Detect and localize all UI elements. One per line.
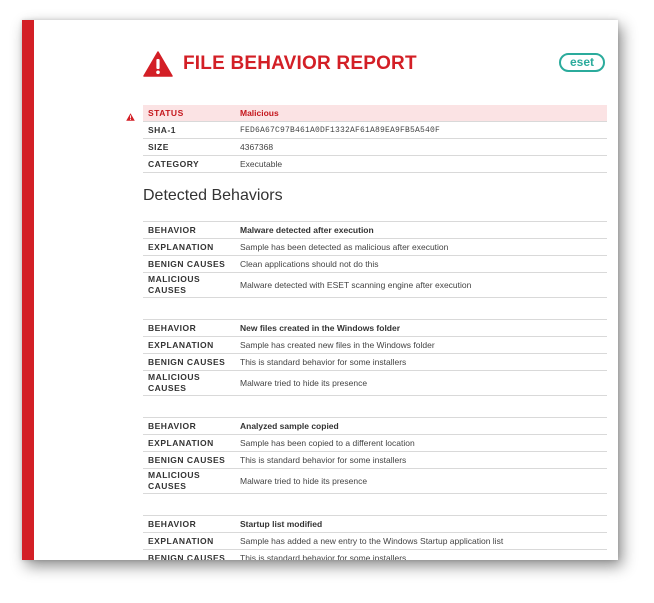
behavior-table <box>143 221 607 298</box>
explanation-row <box>143 239 607 256</box>
explanation-label: EXPLANATION <box>143 533 235 550</box>
benign-causes-value: Clean applications should not do this <box>235 256 607 273</box>
behavior-row <box>143 516 607 533</box>
behavior-table <box>143 417 607 494</box>
warning-triangle-icon <box>143 51 173 77</box>
benign-causes-label: BENIGN CAUSES <box>143 354 235 371</box>
behavior-label: BEHAVIOR <box>143 418 235 435</box>
explanation-row <box>143 435 607 452</box>
malicious-causes-row <box>143 371 607 396</box>
accent-bar <box>22 20 34 560</box>
eset-logo: eset <box>559 53 605 72</box>
sha1-label: SHA-1 <box>143 122 235 139</box>
explanation-label: EXPLANATION <box>143 435 235 452</box>
behavior-table <box>143 515 607 560</box>
behavior-label: BEHAVIOR <box>143 320 235 337</box>
category-label: CATEGORY <box>143 156 235 173</box>
explanation-label: EXPLANATION <box>143 337 235 354</box>
malicious-label-line-1: MALICIOUS <box>148 470 201 480</box>
benign-causes-row <box>143 550 607 561</box>
malicious-causes-label <box>143 273 235 298</box>
behavior-row <box>143 418 607 435</box>
malicious-causes-row <box>143 469 607 494</box>
status-row <box>143 105 607 122</box>
benign-causes-row <box>143 354 607 371</box>
explanation-row <box>143 533 607 550</box>
malicious-label-line-2: CAUSES <box>148 285 187 295</box>
status-label: STATUS <box>143 105 235 122</box>
malicious-causes-value: Malware tried to hide its presence <box>235 371 607 396</box>
benign-causes-value: This is standard behavior for some installers <box>235 550 607 561</box>
explanation-value: Sample has been detected as malicious after execution <box>235 239 607 256</box>
benign-causes-row <box>143 452 607 469</box>
report-page <box>22 20 618 560</box>
benign-causes-label: BENIGN CAUSES <box>143 452 235 469</box>
malicious-causes-label <box>143 371 235 396</box>
behavior-value: Analyzed sample copied <box>235 418 607 435</box>
report-header <box>143 48 417 80</box>
category-row <box>143 156 607 173</box>
malicious-label-line-2: CAUSES <box>148 383 187 393</box>
behavior-table <box>143 319 607 396</box>
benign-causes-label: BENIGN CAUSES <box>143 256 235 273</box>
benign-causes-value: This is standard behavior for some installers <box>235 452 607 469</box>
warning-triangle-icon <box>126 108 135 126</box>
benign-causes-row <box>143 256 607 273</box>
behavior-value: New files created in the Windows folder <box>235 320 607 337</box>
page-title: FILE BEHAVIOR REPORT <box>183 53 417 74</box>
malicious-causes-value: Malware tried to hide its presence <box>235 469 607 494</box>
explanation-value: Sample has been copied to a different location <box>235 435 607 452</box>
behavior-value: Startup list modified <box>235 516 607 533</box>
malicious-label-line-1: MALICIOUS <box>148 274 201 284</box>
explanation-value: Sample has added a new entry to the Windows Startup application list <box>235 533 607 550</box>
explanation-value: Sample has created new files in the Windows folder <box>235 337 607 354</box>
summary-table <box>143 105 607 173</box>
explanation-row <box>143 337 607 354</box>
benign-causes-value: This is standard behavior for some installers <box>235 354 607 371</box>
malicious-label-line-2: CAUSES <box>148 481 187 491</box>
size-row <box>143 139 607 156</box>
behavior-label: BEHAVIOR <box>143 516 235 533</box>
malicious-causes-value: Malware detected with ESET scanning engine after execution <box>235 273 607 298</box>
status-value: Malicious <box>235 105 607 122</box>
behavior-value: Malware detected after execution <box>235 222 607 239</box>
size-value: 4367368 <box>235 139 607 156</box>
category-value: Executable <box>235 156 607 173</box>
sha1-value: FED6A67C97B461A0DF1332AF61A89EA9FB5A540F <box>235 122 607 139</box>
behavior-label: BEHAVIOR <box>143 222 235 239</box>
malicious-label-line-1: MALICIOUS <box>148 372 201 382</box>
malicious-causes-row <box>143 273 607 298</box>
behavior-row <box>143 320 607 337</box>
malicious-causes-label <box>143 469 235 494</box>
section-title: Detected Behaviors <box>143 187 283 204</box>
behavior-row <box>143 222 607 239</box>
explanation-label: EXPLANATION <box>143 239 235 256</box>
size-label: SIZE <box>143 139 235 156</box>
sha1-row <box>143 122 607 139</box>
benign-causes-label: BENIGN CAUSES <box>143 550 235 561</box>
